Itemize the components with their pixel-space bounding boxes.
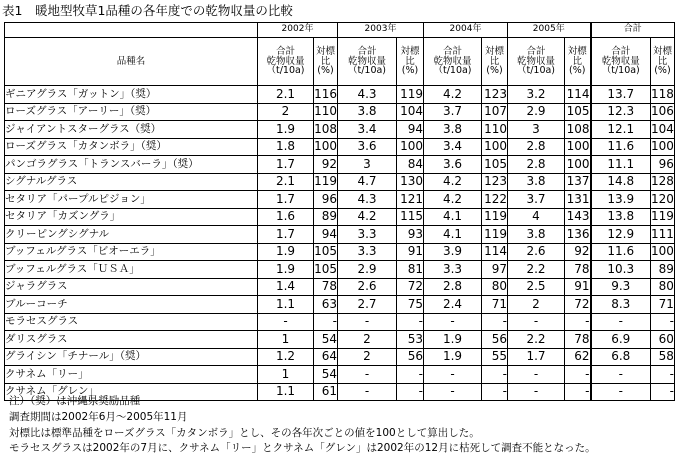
ratio-value: 114 — [482, 243, 508, 261]
ratio-column-header — [565, 38, 591, 86]
footnote: 対標比は標準品種をローズグラス「カタンボラ」とし、その各年次ごとの値を100として算出した。 — [9, 426, 480, 439]
yield-value: 3.9 — [424, 243, 482, 261]
variety-name: ブルーコーチ — [5, 296, 258, 314]
ratio-column-header — [397, 38, 424, 86]
yield-header-line: 乾物収量 — [601, 55, 640, 67]
yield-value: 14.8 — [591, 173, 651, 191]
yield-value: 3.8 — [338, 103, 397, 121]
yield-value: 1.1 — [258, 383, 314, 401]
ratio-value: 84 — [397, 156, 424, 174]
ratio-value: 143 — [565, 208, 591, 226]
variety-name: セタリア「パープルピジョン」 — [5, 191, 258, 209]
ratio-value: - — [397, 366, 424, 384]
ratio-value: 131 — [565, 191, 591, 209]
ratio-value: 100 — [397, 138, 424, 156]
yield-value: 4.1 — [424, 226, 482, 244]
ratio-value: 56 — [397, 348, 424, 366]
variety-name: ギニアグラス「ガットン」（奨） — [5, 86, 258, 104]
table-row — [5, 121, 675, 139]
table-row — [5, 138, 675, 156]
yield-column-header — [508, 38, 565, 86]
yield-value: 3.3 — [338, 226, 397, 244]
yield-value: 4.2 — [424, 191, 482, 209]
yield-column-header — [591, 38, 651, 86]
ratio-value: 136 — [565, 226, 591, 244]
ratio-value: 120 — [651, 191, 675, 209]
ratio-header-line: 比 — [320, 55, 331, 67]
ratio-header-line: 対標 — [567, 45, 587, 57]
yield-value: 11.6 — [591, 243, 651, 261]
yield-value: 9.3 — [591, 278, 651, 296]
yield-value: 3.8 — [424, 121, 482, 139]
variety-name-header: 品種名 — [5, 38, 258, 86]
variety-name: モラセスグラス — [5, 313, 258, 331]
ratio-value: 119 — [314, 173, 338, 191]
yield-header-line: （t/10a) — [516, 65, 556, 77]
ratio-value: 61 — [314, 383, 338, 401]
yield-header-line: 乾物収量 — [347, 55, 386, 67]
ratio-value: 55 — [482, 348, 508, 366]
table-row — [5, 103, 675, 121]
variety-name: ブッフェルグラス「ビオーエラ」 — [5, 243, 258, 261]
ratio-value: 105 — [565, 103, 591, 121]
yield-value: 1.7 — [258, 156, 314, 174]
ratio-header-line: 対標 — [484, 45, 504, 57]
ratio-value: 78 — [565, 331, 591, 349]
yield-header-line: 合計 — [611, 45, 631, 57]
yield-value: 4.7 — [338, 173, 397, 191]
ratio-value: 72 — [565, 296, 591, 314]
yield-value: 2 — [508, 296, 565, 314]
yield-value: 3.7 — [424, 103, 482, 121]
ratio-value: 130 — [397, 173, 424, 191]
yield-value: 4.2 — [338, 208, 397, 226]
table-row — [5, 226, 675, 244]
year-header: 2002年 — [258, 23, 338, 38]
yield-value: 2.9 — [338, 261, 397, 279]
yield-value: 3.6 — [338, 138, 397, 156]
yield-value: 1.9 — [258, 261, 314, 279]
yield-value: 2.4 — [424, 296, 482, 314]
ratio-value: 71 — [651, 296, 675, 314]
table-row — [5, 191, 675, 209]
ratio-value: 62 — [565, 348, 591, 366]
ratio-value: - — [651, 313, 675, 331]
yield-value: 3 — [508, 121, 565, 139]
ratio-value: 80 — [651, 278, 675, 296]
variety-name: セタリア「カズングラ」 — [5, 208, 258, 226]
ratio-value: 137 — [565, 173, 591, 191]
yield-value: 2.1 — [258, 173, 314, 191]
table-row — [5, 278, 675, 296]
yield-value: 3.4 — [338, 121, 397, 139]
yield-value: 1.2 — [258, 348, 314, 366]
yield-value: 1.1 — [258, 296, 314, 314]
yield-value: 1.7 — [508, 348, 565, 366]
ratio-value: 91 — [397, 243, 424, 261]
ratio-value: 116 — [314, 86, 338, 104]
year-header: 2003年 — [338, 23, 424, 38]
yield-value: 4.1 — [424, 208, 482, 226]
ratio-header-line: 対標 — [315, 45, 335, 57]
yield-value: 1.8 — [258, 138, 314, 156]
ratio-value: 119 — [651, 208, 675, 226]
yield-value: 1.7 — [258, 191, 314, 209]
yield-value: - — [338, 313, 397, 331]
yield-column-header — [338, 38, 397, 86]
ratio-value: - — [314, 313, 338, 331]
variety-name: クサネム「グレン」 — [5, 383, 258, 401]
yield-value: 3.7 — [508, 191, 565, 209]
yield-value: 3.3 — [424, 261, 482, 279]
variety-name: クリーピングシグナル — [5, 226, 258, 244]
variety-name: クサネム「リー」 — [5, 366, 258, 384]
ratio-value: - — [565, 383, 591, 401]
yield-value: 11.6 — [591, 138, 651, 156]
ratio-value: 89 — [651, 261, 675, 279]
yield-value: 6.9 — [591, 331, 651, 349]
yield-value: 2.2 — [508, 331, 565, 349]
yield-value: 3.8 — [508, 226, 565, 244]
ratio-value: 105 — [314, 261, 338, 279]
ratio-header-line: (%) — [401, 65, 419, 77]
yield-value: 2 — [338, 331, 397, 349]
yield-header-line: 乾物収量 — [266, 55, 305, 67]
ratio-value: - — [482, 383, 508, 401]
yield-value: 6.8 — [591, 348, 651, 366]
yield-value: 10.3 — [591, 261, 651, 279]
ratio-value: 71 — [482, 296, 508, 314]
yield-value: - — [424, 383, 482, 401]
ratio-value: 119 — [482, 208, 508, 226]
year-header: 2005年 — [508, 23, 591, 38]
ratio-value: 97 — [482, 261, 508, 279]
ratio-value: 54 — [314, 366, 338, 384]
ratio-header-line: 比 — [657, 55, 668, 67]
ratio-header-line: (%) — [569, 65, 586, 77]
yield-value: 2.8 — [508, 138, 565, 156]
yield-value: 11.1 — [591, 156, 651, 174]
ratio-header-line: (%) — [654, 65, 671, 77]
yield-value: 12.1 — [591, 121, 651, 139]
ratio-value: - — [397, 383, 424, 401]
table-row — [5, 313, 675, 331]
ratio-value: - — [482, 366, 508, 384]
ratio-value: 54 — [314, 331, 338, 349]
yield-header-line: （t/10a) — [601, 65, 640, 77]
ratio-header-line: 対標 — [400, 45, 420, 57]
yield-value: 4 — [508, 208, 565, 226]
table-row — [5, 366, 675, 384]
ratio-value: 118 — [651, 86, 675, 104]
yield-value: - — [508, 366, 565, 384]
yield-value: 1.9 — [258, 121, 314, 139]
variety-name: ブッフェルグラス「ＵＳＡ」 — [5, 261, 258, 279]
ratio-value: 75 — [397, 296, 424, 314]
yield-value: 13.9 — [591, 191, 651, 209]
table-row — [5, 208, 675, 226]
ratio-value: 115 — [397, 208, 424, 226]
ratio-value: 58 — [651, 348, 675, 366]
ratio-value: 119 — [397, 86, 424, 104]
ratio-value: 128 — [651, 173, 675, 191]
yield-value: 1.7 — [258, 226, 314, 244]
table-row — [5, 243, 675, 261]
ratio-value: - — [397, 313, 424, 331]
yield-value: - — [508, 313, 565, 331]
ratio-value: 105 — [482, 156, 508, 174]
table-row — [5, 296, 675, 314]
yield-value: 1.9 — [258, 243, 314, 261]
yield-value: - — [338, 366, 397, 384]
ratio-value: 91 — [565, 278, 591, 296]
yield-value: 2.1 — [258, 86, 314, 104]
yield-value: 12.3 — [591, 103, 651, 121]
ratio-value: 100 — [482, 138, 508, 156]
yield-value: 2.6 — [508, 243, 565, 261]
ratio-value: 123 — [482, 86, 508, 104]
yield-value: 3.3 — [338, 243, 397, 261]
ratio-value: 60 — [651, 331, 675, 349]
ratio-value: 92 — [565, 243, 591, 261]
ratio-value: 123 — [482, 173, 508, 191]
ratio-header-line: 比 — [405, 55, 415, 67]
yield-header-line: 合計 — [526, 45, 546, 57]
yield-column-header — [424, 38, 482, 86]
yield-value: - — [338, 383, 397, 401]
ratio-value: 100 — [651, 138, 675, 156]
yield-value: 13.7 — [591, 86, 651, 104]
ratio-value: 80 — [482, 278, 508, 296]
yield-value: - — [591, 366, 651, 384]
ratio-value: 64 — [314, 348, 338, 366]
yield-value: - — [508, 383, 565, 401]
footnote: モラセスグラスは2002年の7月に、クサネム「リー」とクサネム「グレン」は2002年の12月に枯死して調査不能となった。 — [9, 442, 596, 455]
ratio-value: 63 — [314, 296, 338, 314]
table-row — [5, 156, 675, 174]
variety-name: グライシン「チナール」（奨） — [5, 348, 258, 366]
table-row — [5, 348, 675, 366]
ratio-value: 56 — [482, 331, 508, 349]
ratio-value: - — [651, 383, 675, 401]
yield-header-line: 乾物収量 — [433, 55, 472, 67]
ratio-column-header — [482, 38, 508, 86]
yield-header-line: （t/10a) — [347, 65, 387, 77]
ratio-value: 96 — [314, 191, 338, 209]
yield-header-line: 乾物収量 — [516, 55, 555, 67]
ratio-value: 72 — [397, 278, 424, 296]
yield-value: 2 — [258, 103, 314, 121]
variety-name: シグナルグラス — [5, 173, 258, 191]
ratio-value: 104 — [651, 121, 675, 139]
yield-value: 1.4 — [258, 278, 314, 296]
yield-header-line: 合計 — [442, 45, 462, 57]
ratio-value: - — [482, 313, 508, 331]
yield-value: 2 — [338, 348, 397, 366]
ratio-value: 96 — [651, 156, 675, 174]
yield-value: 3 — [338, 156, 397, 174]
yield-value: - — [591, 313, 651, 331]
variety-name: ローズグラス「アーリー」（奨） — [5, 103, 258, 121]
yield-value: 1.9 — [424, 331, 482, 349]
ratio-value: 122 — [482, 191, 508, 209]
ratio-value: 105 — [314, 243, 338, 261]
yield-value: 2.8 — [508, 156, 565, 174]
header-blank-cell — [5, 23, 258, 38]
yield-value: 3.4 — [424, 138, 482, 156]
yield-header-line: 合計 — [275, 45, 295, 57]
table-row — [5, 331, 675, 349]
ratio-header-line: (%) — [317, 65, 334, 77]
yield-value: 1.9 — [424, 348, 482, 366]
ratio-value: 94 — [314, 226, 338, 244]
ratio-value: 108 — [565, 121, 591, 139]
yield-value: 12.9 — [591, 226, 651, 244]
ratio-value: 92 — [314, 156, 338, 174]
ratio-value: 114 — [565, 86, 591, 104]
yield-value: 4.2 — [424, 173, 482, 191]
yield-value: - — [258, 313, 314, 331]
variety-name: ローズグラス「カタンボラ」（奨） — [5, 138, 258, 156]
yield-value: 2.9 — [508, 103, 565, 121]
yield-value: 2.2 — [508, 261, 565, 279]
ratio-value: - — [565, 313, 591, 331]
ratio-value: 78 — [314, 278, 338, 296]
yield-value: 4.2 — [424, 86, 482, 104]
ratio-value: 108 — [314, 121, 338, 139]
table-row — [5, 261, 675, 279]
yield-value: 13.8 — [591, 208, 651, 226]
table-row — [5, 86, 675, 104]
footnote: 注）（奨）は沖縄県奨励品種 — [9, 395, 141, 407]
yield-value: - — [424, 313, 482, 331]
ratio-value: 106 — [651, 103, 675, 121]
ratio-value: 93 — [397, 226, 424, 244]
yield-value: 1 — [258, 366, 314, 384]
ratio-value: 110 — [482, 121, 508, 139]
yield-column-header — [258, 38, 314, 86]
ratio-value: 100 — [651, 243, 675, 261]
footnote: 調査期間は2002年6月～2005年11月 — [9, 410, 188, 423]
ratio-value: - — [565, 366, 591, 384]
yield-value: 8.3 — [591, 296, 651, 314]
footnotes — [9, 394, 596, 457]
yield-header-line: 合計 — [357, 45, 377, 57]
ratio-value: 94 — [397, 121, 424, 139]
yield-value: 4.3 — [338, 191, 397, 209]
yield-value: 3.8 — [508, 173, 565, 191]
table-row — [5, 173, 675, 191]
ratio-value: 100 — [565, 138, 591, 156]
ratio-value: 110 — [314, 103, 338, 121]
ratio-value: 81 — [397, 261, 424, 279]
yield-header-line: （t/10a) — [433, 65, 472, 77]
yield-value: 3.6 — [424, 156, 482, 174]
yield-comparison-table — [4, 22, 675, 401]
yield-value: 1.6 — [258, 208, 314, 226]
ratio-value: 119 — [482, 226, 508, 244]
ratio-value: 107 — [482, 103, 508, 121]
yield-value: 2.8 — [424, 278, 482, 296]
ratio-value: 100 — [565, 156, 591, 174]
yield-header-line: （t/10a) — [266, 65, 305, 77]
ratio-column-header — [314, 38, 338, 86]
year-header: 2004年 — [424, 23, 508, 38]
ratio-column-header — [651, 38, 675, 86]
yield-value: 2.5 — [508, 278, 565, 296]
ratio-value: - — [651, 366, 675, 384]
ratio-value: 89 — [314, 208, 338, 226]
ratio-value: 53 — [397, 331, 424, 349]
variety-name: ジャイアントスターグラス（奨） — [5, 121, 258, 139]
ratio-value: 100 — [314, 138, 338, 156]
variety-name: ダリスグラス — [5, 331, 258, 349]
yield-value: 3.2 — [508, 86, 565, 104]
yield-value: 2.6 — [338, 278, 397, 296]
yield-value: - — [424, 366, 482, 384]
ratio-value: 78 — [565, 261, 591, 279]
ratio-value: 104 — [397, 103, 424, 121]
yield-value: - — [591, 383, 651, 401]
ratio-value: 121 — [397, 191, 424, 209]
yield-value: 4.3 — [338, 86, 397, 104]
ratio-header-line: 比 — [489, 55, 500, 67]
variety-name: パンゴラグラス「トランスバーラ」（奨） — [5, 156, 258, 174]
table-title: 表1 暖地型牧草1品種の各年度での乾物収量の比較 — [2, 3, 293, 18]
variety-name: ジャラグラス — [5, 278, 258, 296]
yield-value: 1 — [258, 331, 314, 349]
ratio-value: 111 — [651, 226, 675, 244]
ratio-header-line: 対標 — [652, 45, 672, 57]
ratio-header-line: 比 — [572, 55, 582, 67]
total-header: 合計 — [591, 23, 675, 38]
yield-value: 2.7 — [338, 296, 397, 314]
ratio-header-line: (%) — [486, 65, 503, 77]
